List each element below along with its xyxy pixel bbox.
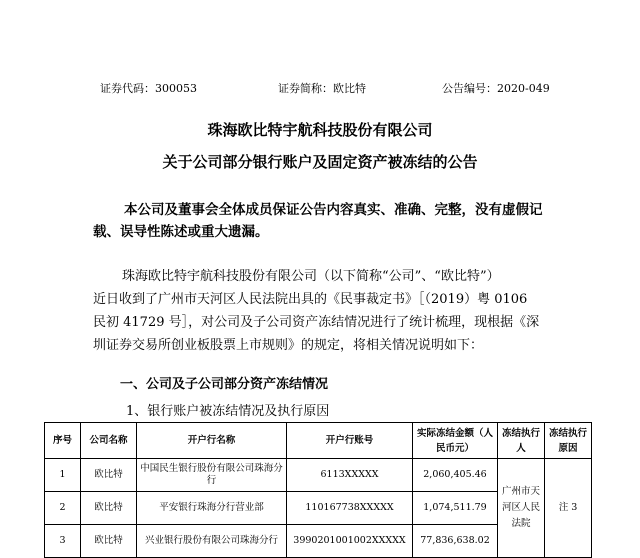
row-company: 欧比特 xyxy=(81,525,137,558)
body-line-1: 珠海欧比特宇航科技股份有限公司（以下简称“公司”、“欧比特”） xyxy=(122,269,500,284)
header-bank: 开户行名称 xyxy=(137,423,287,459)
frozen-accounts-table xyxy=(44,422,592,558)
subsection-heading: 1、银行账户被冻结情况及执行原因 xyxy=(126,404,330,419)
company-title: 珠海欧比特宇航科技股份有限公司 xyxy=(207,121,433,139)
row-seq: 3 xyxy=(45,525,81,558)
announcement-title: 关于公司部分银行账户及固定资产被冻结的公告 xyxy=(162,153,478,171)
row-company: 欧比特 xyxy=(81,492,137,525)
row-seq: 2 xyxy=(45,492,81,525)
securities-code: 证券代码：300053 xyxy=(100,82,197,95)
executor-cell: 广州市天河区人民法院 xyxy=(498,459,545,558)
row-bank: 中国民生银行股份有限公司珠海分行 xyxy=(137,459,287,492)
announcement-number: 公告编号：2020-049 xyxy=(442,82,550,95)
row-amount: 1,074,511.79 xyxy=(413,492,498,525)
declaration-line-1: 本公司及董事会全体成员保证公告内容真实、准确、完整，没有虚假记 xyxy=(124,202,543,218)
row-account: 6113XXXXX xyxy=(287,459,413,492)
header-company: 公司名称 xyxy=(81,423,137,459)
body-line-4: 圳证券交易所创业板股票上市规则》的规定，将相关情况说明如下： xyxy=(93,338,484,353)
declaration-line-2: 载、误导性陈述或重大遗漏。 xyxy=(93,224,269,240)
row-company: 欧比特 xyxy=(81,459,137,492)
row-account: 399020100100​2XXXXX xyxy=(287,525,413,558)
header-reason: 冻结执行原因 xyxy=(545,423,592,459)
section-heading: 一、公司及子公司部分资产冻结情况 xyxy=(120,377,329,392)
header-seq: 序号 xyxy=(45,423,81,459)
table-header-row xyxy=(45,423,592,459)
header-amount: 实际冻结金额（人民币元） xyxy=(413,423,498,459)
row-bank: 平安银行珠海分行营业部 xyxy=(137,492,287,525)
reason-cell: 注 3 xyxy=(545,459,592,558)
row-amount: 77,836,638.02 xyxy=(413,525,498,558)
row-account: 110167738XXXXX xyxy=(287,492,413,525)
row-amount: 2,060,405.46 xyxy=(413,459,498,492)
securities-short-name: 证券简称：欧比特 xyxy=(278,82,366,95)
row-seq: 1 xyxy=(45,459,81,492)
body-line-2: 近日收到了广州市天河区人民法院出具的《民事裁定书》［（2019）粤 0106 xyxy=(93,292,528,307)
header-executor: 冻结执行人 xyxy=(498,423,545,459)
body-line-3: 民初 41729 号］，对公司及子公司资产冻结情况进行了统计梳理，现根据《深 xyxy=(93,315,540,330)
table-row xyxy=(45,459,592,492)
header-account: 开户行账号 xyxy=(287,423,413,459)
row-bank: 兴业银行股份有限公司珠海分行 xyxy=(137,525,287,558)
